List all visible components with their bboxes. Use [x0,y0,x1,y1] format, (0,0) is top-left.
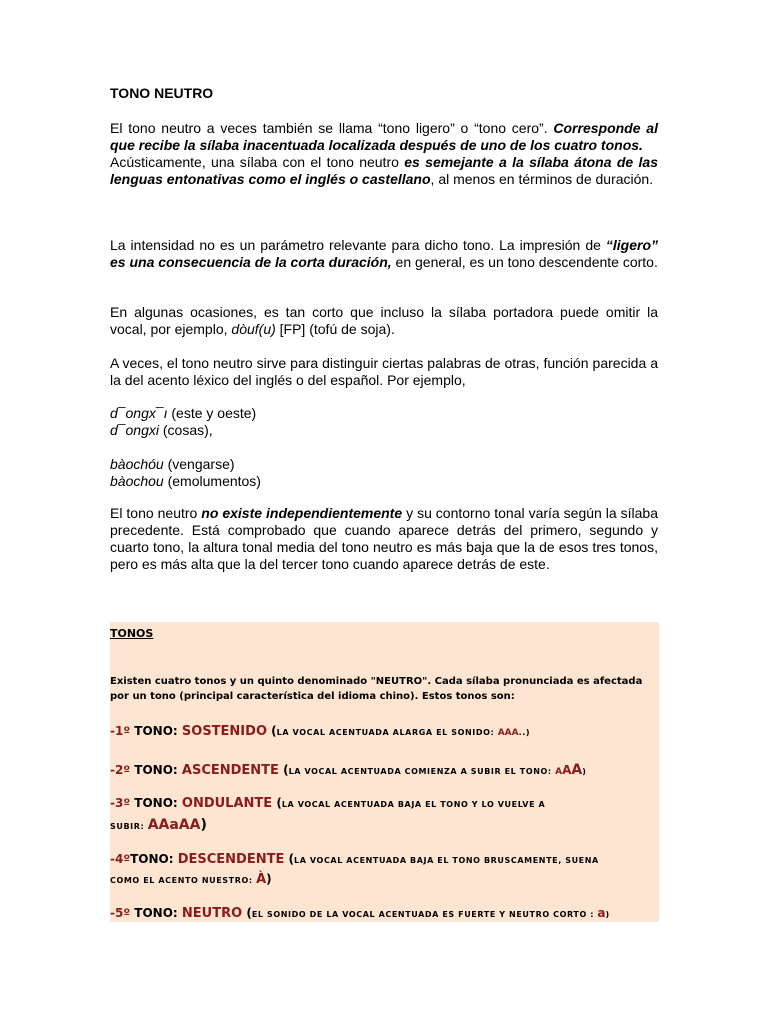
tone-description: LA VOCAL ACENTUADA ALARGA EL SONIDO: [276,728,498,737]
example-gloss: (este y oeste) [167,405,257,421]
tone-label: -2º TONO: [110,763,182,777]
pinyin-example: dòuf(u) [231,321,276,337]
section-title: TONO NEUTRO [110,85,214,101]
tone-row-2: -2º TONO: ASCENDENTE (LA VOCAL ACENTUADA COMIENZA A SUBIR EL TONO: AAA) [110,762,587,778]
emphasis-text: es semejante a la sílaba átona de las lenguas entonativas como el inglés o castellano [110,154,658,187]
tone-label: -5º TONO: [110,906,182,920]
tone-description: COMO EL ACENTO NUESTRO: [110,876,257,885]
paragraph-intensity [110,237,658,271]
text-run: y su contorno tonal varía según la sílaba precedente. Está comprobado que cuando aparece detrás del primero, segundo y cuarto tono, la altura tonal media del tono neutro es más baja que la de esos tres tonos, pero es más alta que la del tercer tono cuando aparece detrás de este. [110,505,658,572]
tone-description: SUBIR: [110,822,148,831]
tone-example: A [555,767,563,777]
example-pair-1 [110,405,658,439]
tone-description: LA VOCAL ACENTUADA BAJA EL TONO BRUSCAMENTE, SUENA [294,856,599,865]
tone-name: ASCENDENTE [181,763,279,778]
example-gloss: (cosas), [159,422,213,438]
tonos-title: TONOS [110,627,154,640]
tone-label: -4ºTONO: [110,852,178,866]
paragraph-contour [110,505,658,573]
tone-name: ONDULANTE [181,796,273,811]
tone-name: DESCENDENTE [177,852,285,867]
pinyin-example: d¯ongx¯ı [110,405,168,421]
example-gloss: (vengarse) [163,456,235,472]
tone-row-1: -1º TONO: SOSTENIDO (LA VOCAL ACENTUADA ALARGA EL SONIDO: AAA..) [110,724,531,739]
tone-example: AAaAA [147,817,201,833]
tone-description: LA VOCAL ACENTUADA BAJA EL TONO Y LO VUELVE A [281,800,546,809]
tone-example: À [256,872,267,887]
text-run: en general, es un tono descendente corto. [391,254,658,270]
example-pair-2 [110,456,658,490]
tone-description: EL SONIDO DE LA VOCAL ACENTUADA ES FUERTE Y NEUTRO CORTO : [251,910,598,919]
emphasis-text: “ligero” es una consecuencia de la corta duración, [110,237,658,270]
tonos-box [110,622,659,922]
tone-example: a [597,906,606,920]
paragraph-intro [110,120,658,188]
tone-example: AAA [497,728,519,738]
tone-name: SOSTENIDO [181,724,267,739]
tone-row-4: -4ºTONO: DESCENDENTE (LA VOCAL ACENTUADA BAJA EL TONO BRUSCAMENTE, SUENA COMO EL ACENTO NUESTRO: À) [110,852,599,887]
tone-row-5: -5º TONO: NEUTRO (EL SONIDO DE LA VOCAL ACENTUADA ES FUERTE Y NEUTRO CORTO : a) [110,906,610,921]
text-run: El tono neutro a veces también se llama “tono ligero” o “tono cero”. [110,120,554,136]
tonos-intro: Existen cuatro tonos y un quinto denominado "NEUTRO". Cada sílaba pronunciada es afectada por un tono (principal característica del idioma chino). Estos tonos son: [110,676,643,702]
tone-label: -3º TONO: [110,796,182,810]
emphasis-text: Corresponde al que recibe la sílaba inacentuada localizada después de uno de los cuatro tonos. [110,120,658,153]
text-run: La intensidad no es un parámetro relevante para dicho tono. La impresión de [110,237,606,253]
example-gloss: (emolumentos) [163,473,261,489]
tone-row-3: -3º TONO: ONDULANTE (LA VOCAL ACENTUADA BAJA EL TONO Y LO VUELVE A SUBIR: AAaAA) [110,796,546,833]
paragraph-distinguish: A veces, el tono neutro sirve para distinguir ciertas palabras de otras, función parecida a la del acento léxico del inglés o del español. Por ejemplo, [110,355,658,388]
tone-example: A [571,762,583,778]
text-run: [FP] (tofú de soja). [275,321,395,337]
tone-description: LA VOCAL ACENTUADA COMIENZA A SUBIR EL TONO: [288,767,556,776]
text-run: El tono neutro [110,505,202,521]
tone-name: NEUTRO [181,906,243,921]
pinyin-example: d¯ongxi [110,422,159,438]
pinyin-example: bàochou [110,473,164,489]
tone-label: -1º TONO: [110,724,182,738]
text-run: Acústicamente, una sílaba con el tono neutro [110,154,405,170]
text-run: , al menos en términos de duración. [430,171,654,187]
pinyin-example: bàochóu [110,456,164,472]
paragraph-occasions [110,304,658,338]
text-run: En algunas ocasiones, es tan corto que incluso la sílaba portadora puede omitir la vocal, por ejemplo, [110,304,658,337]
tone-example: A [562,763,572,777]
emphasis-text: no existe independientemente [201,505,403,521]
